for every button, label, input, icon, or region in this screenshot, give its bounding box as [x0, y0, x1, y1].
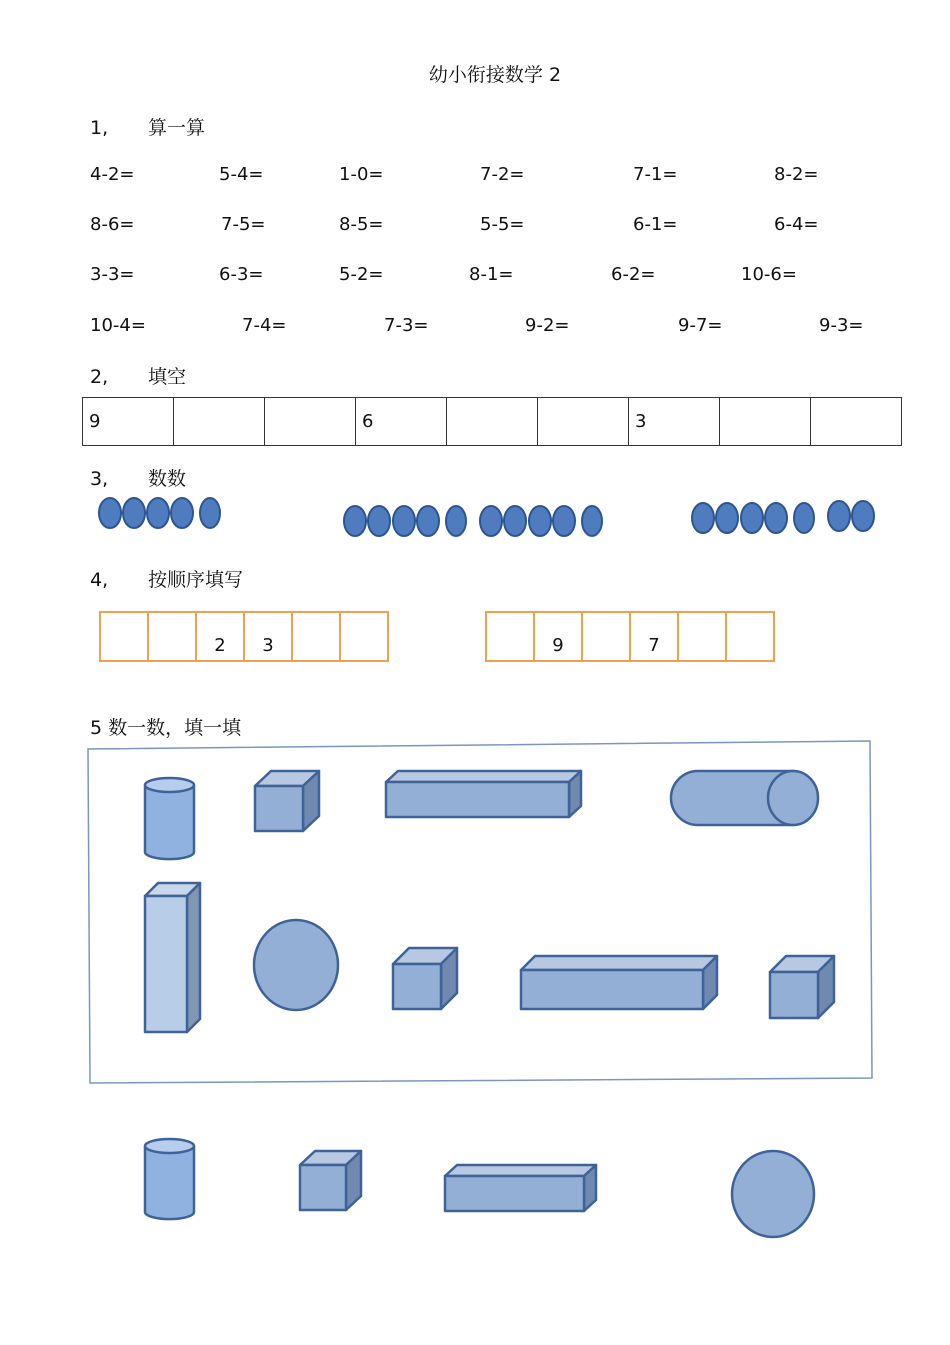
- lying-cylinder-shape: [671, 771, 818, 825]
- equation: 7-4=: [242, 315, 287, 336]
- dot-group-2: [344, 506, 602, 536]
- dot: [716, 503, 738, 533]
- section-2-label: 填空: [148, 366, 187, 388]
- equation: 7-2=: [480, 164, 525, 185]
- dot: [200, 498, 220, 528]
- dot: [446, 506, 466, 536]
- fill-cell[interactable]: 3: [629, 398, 720, 446]
- dot: [171, 498, 193, 528]
- equation: 5-2=: [339, 264, 384, 285]
- equation: 5-5=: [480, 214, 525, 235]
- equation: 6-3=: [219, 264, 264, 285]
- equation: 3-3=: [90, 264, 135, 285]
- dot: [393, 506, 415, 536]
- equation: 10-4=: [90, 315, 146, 336]
- equation: 9-7=: [678, 315, 723, 336]
- equation: 6-1=: [633, 214, 678, 235]
- section-2-number: 2,: [90, 366, 109, 388]
- page-title: 幼小衔接数学 2: [428, 64, 562, 86]
- dot: [794, 503, 814, 533]
- cylinder-shape: [145, 778, 194, 859]
- section-4-label: 按顺序填写: [148, 569, 244, 591]
- cylinder-shape: [145, 1139, 194, 1219]
- equation: 8-2=: [774, 164, 819, 185]
- section-3-label: 数数: [148, 468, 187, 490]
- dot-group-1: [99, 498, 220, 528]
- equation: 5-4=: [219, 164, 264, 185]
- dot: [99, 498, 121, 528]
- dot: [504, 506, 526, 536]
- sequence-cell[interactable]: 3: [243, 611, 293, 662]
- equation: 8-1=: [469, 264, 514, 285]
- section-5-heading: 5 数一数，填一填: [90, 717, 242, 739]
- cube-shape: [770, 956, 834, 1018]
- equation: 4-2=: [90, 164, 135, 185]
- fill-cell[interactable]: 9: [83, 398, 174, 446]
- sphere-shape: [254, 920, 338, 1010]
- dot: [765, 503, 787, 533]
- dot: [147, 498, 169, 528]
- equation: 8-6=: [90, 214, 135, 235]
- cuboid-shape: [445, 1165, 596, 1211]
- dot: [553, 506, 575, 536]
- equation: 8-5=: [339, 214, 384, 235]
- dot: [529, 506, 551, 536]
- dot: [344, 506, 366, 536]
- section-4-number: 4,: [90, 569, 109, 591]
- sequence-cell[interactable]: 7: [629, 611, 679, 662]
- dot: [741, 503, 763, 533]
- cube-shape: [300, 1151, 361, 1210]
- sequence-cell[interactable]: 9: [533, 611, 583, 662]
- dot: [123, 498, 145, 528]
- equation: 6-4=: [774, 214, 819, 235]
- sphere-shape: [732, 1151, 814, 1237]
- dot: [417, 506, 439, 536]
- equation: 7-1=: [633, 164, 678, 185]
- equation: 9-3=: [819, 315, 864, 336]
- cube-shape: [255, 771, 319, 831]
- dot: [582, 506, 602, 536]
- cube-shape: [393, 948, 457, 1009]
- dot-group-3: [692, 501, 874, 533]
- tall-cuboid-shape: [145, 883, 200, 1032]
- equation: 1-0=: [339, 164, 384, 185]
- equation: 7-5=: [221, 214, 266, 235]
- fill-cell[interactable]: 6: [356, 398, 447, 446]
- section-1-label: 算一算: [148, 117, 206, 139]
- section-1-number: 1,: [90, 117, 109, 139]
- equation: 9-2=: [525, 315, 570, 336]
- dot: [852, 501, 874, 531]
- cuboid-shape: [521, 956, 717, 1009]
- section-3-number: 3,: [90, 468, 109, 490]
- equation: 6-2=: [611, 264, 656, 285]
- dot: [480, 506, 502, 536]
- equation: 10-6=: [741, 264, 797, 285]
- dot: [828, 501, 850, 531]
- dot: [692, 503, 714, 533]
- dot: [368, 506, 390, 536]
- cuboid-shape: [386, 771, 581, 817]
- equation: 7-3=: [384, 315, 429, 336]
- sequence-cell[interactable]: 2: [195, 611, 245, 662]
